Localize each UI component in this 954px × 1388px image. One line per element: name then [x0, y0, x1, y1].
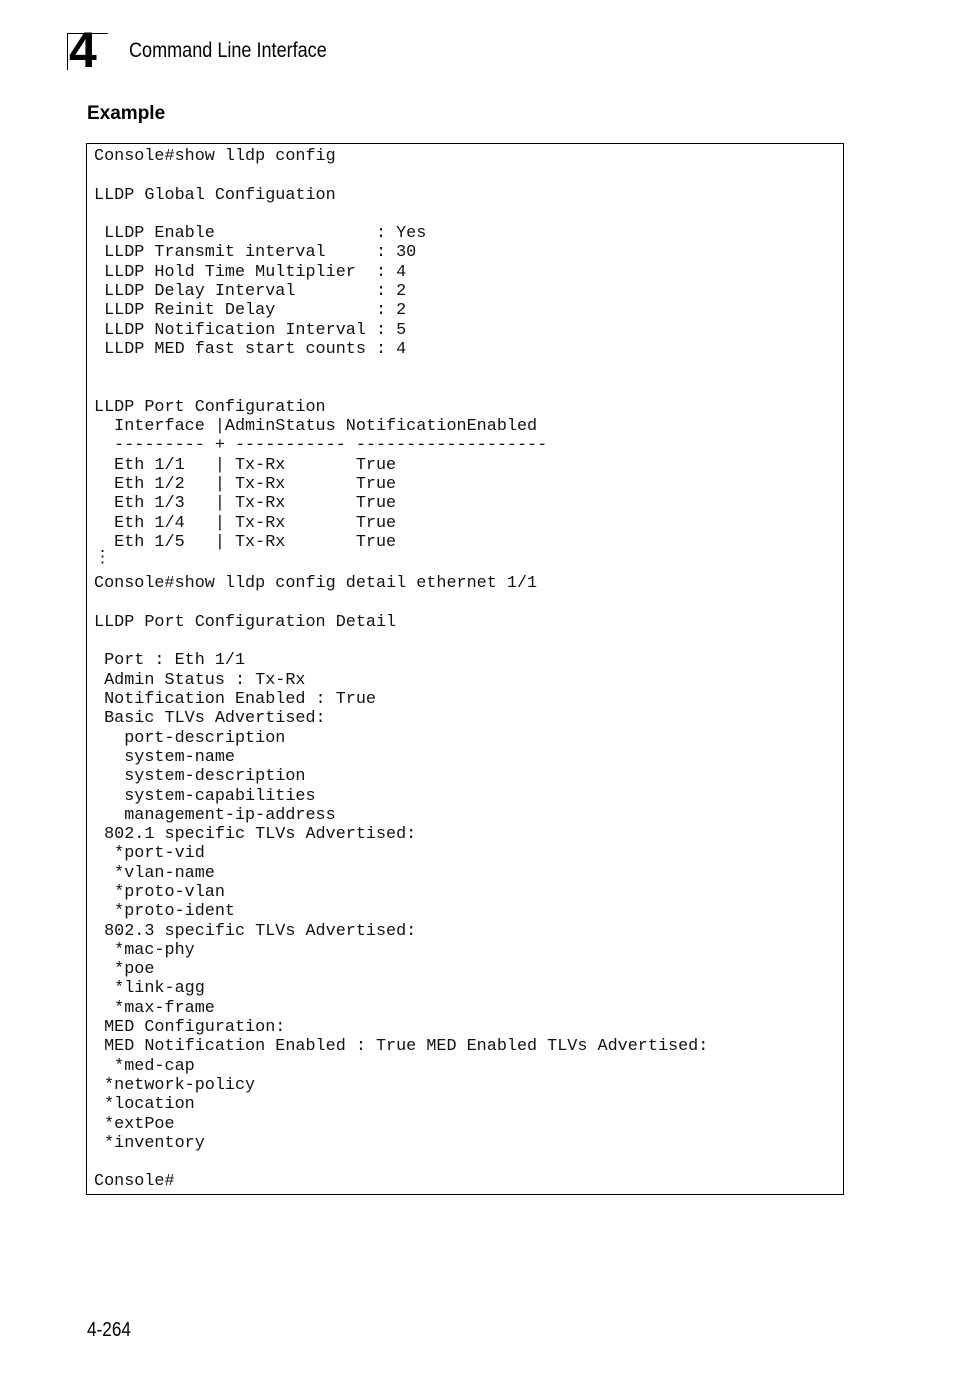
code-line: *proto-vlan	[94, 882, 225, 902]
code-line: --------- + ----------- -------------------	[94, 436, 548, 456]
code-line: 802.1 specific TLVs Advertised:	[94, 825, 417, 845]
code-line: LLDP Global Configuation	[94, 185, 336, 205]
code-line: *extPoe	[94, 1114, 175, 1134]
code-line: Console#show lldp config detail ethernet 1/1	[94, 574, 538, 594]
code-line: Console#	[94, 1172, 175, 1192]
code-line: 802.3 specific TLVs Advertised:	[94, 921, 417, 941]
code-line: Eth 1/1 | Tx-Rx True	[94, 455, 397, 475]
code-line: LLDP Enable : Yes	[94, 224, 427, 244]
code-line: management-ip-address	[94, 805, 336, 825]
code-line: *network-policy	[94, 1075, 256, 1095]
code-line	[94, 632, 708, 651]
code-line: *location	[94, 1095, 195, 1115]
code-line: Interface |AdminStatus NotificationEnabled	[94, 417, 538, 437]
code-line: ⋮	[94, 549, 111, 569]
code-line: *port-vid	[94, 844, 205, 864]
code-line: MED Configuration:	[94, 1018, 286, 1038]
code-line: *max-frame	[94, 998, 215, 1018]
code-line: system-name	[94, 747, 235, 767]
code-line: *inventory	[94, 1133, 205, 1153]
code-line	[94, 205, 708, 224]
code-example-box	[86, 143, 844, 1195]
code-line: Admin Status : Tx-Rx	[94, 670, 306, 690]
code-line	[94, 1153, 708, 1172]
code-line: MED Notification Enabled : True MED Enabled TLVs Advertised:	[94, 1037, 709, 1057]
section-heading: Example	[87, 103, 166, 124]
code-line: port-description	[94, 728, 286, 748]
running-header-title: Command Line Interface	[129, 39, 327, 62]
code-line	[94, 379, 708, 398]
page-number: 4-264	[87, 1319, 131, 1341]
code-line: LLDP Delay Interval : 2	[94, 282, 407, 302]
code-line: LLDP Hold Time Multiplier : 4	[94, 262, 407, 282]
code-listing	[94, 147, 708, 1192]
code-line: *link-agg	[94, 979, 205, 999]
code-line	[94, 359, 708, 378]
code-line: Notification Enabled : True	[94, 690, 376, 710]
code-line	[94, 594, 708, 613]
code-line: *proto-ident	[94, 902, 235, 922]
code-line: Eth 1/2 | Tx-Rx True	[94, 475, 397, 495]
code-line: LLDP Reinit Delay : 2	[94, 301, 407, 321]
code-line: *mac-phy	[94, 940, 195, 960]
code-line	[94, 166, 708, 185]
code-line: LLDP Port Configuration Detail	[94, 612, 397, 632]
code-line: Eth 1/5 | Tx-Rx True	[94, 532, 397, 552]
code-line: Console#show lldp config	[94, 147, 336, 166]
code-line: Eth 1/3 | Tx-Rx True	[94, 494, 397, 514]
code-line: Basic TLVs Advertised:	[94, 709, 326, 729]
code-line: Port : Eth 1/1	[94, 651, 246, 671]
code-line: Eth 1/4 | Tx-Rx True	[94, 513, 397, 533]
code-line: system-capabilities	[94, 786, 316, 806]
code-line: *vlan-name	[94, 863, 215, 883]
code-line: LLDP Notification Interval : 5	[94, 320, 407, 340]
code-line: LLDP Port Configuration	[94, 397, 326, 417]
chapter-number: 4	[69, 22, 96, 78]
code-line: LLDP Transmit interval : 30	[94, 243, 417, 263]
code-line: *med-cap	[94, 1056, 195, 1076]
code-line: system-description	[94, 767, 306, 787]
code-line: LLDP MED fast start counts : 4	[94, 339, 407, 359]
code-line: *poe	[94, 960, 155, 980]
